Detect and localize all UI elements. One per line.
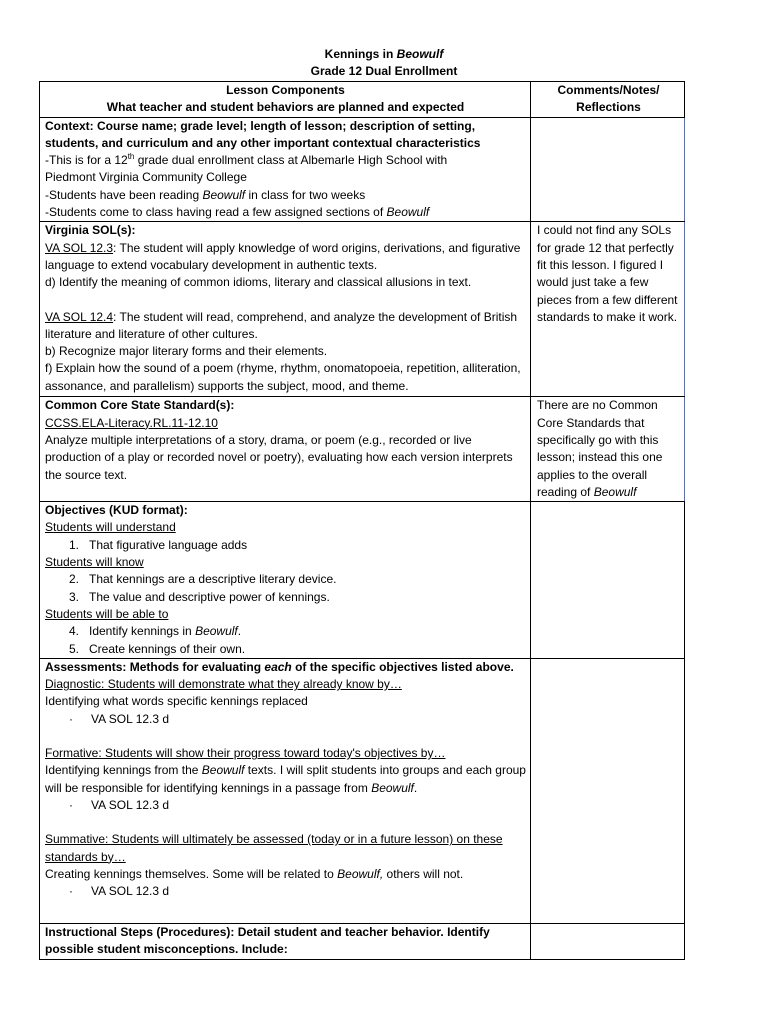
summative-label: Summative: Students will ultimately be assessed (today or in a future lesson) on these standards by… bbox=[45, 832, 503, 864]
list-item: 1. That figurative language adds bbox=[69, 537, 248, 552]
lesson-plan-table bbox=[39, 81, 685, 960]
context-line: -This is for a 12th grade dual enrollment class at Albemarle High School with bbox=[45, 152, 448, 168]
sol-12-4: VA SOL 12.4: The student will read, comprehend, and analyze the development of British literature and literature of other cultures. bbox=[45, 309, 518, 341]
list-item: · VA SOL 12.3 d bbox=[69, 711, 170, 726]
document-title: Kennings in Beowulf bbox=[324, 47, 444, 61]
objectives-cell bbox=[40, 502, 531, 659]
assessments-cell bbox=[40, 658, 531, 923]
assessments-heading: Assessments: Methods for evaluating each of the specific objectives listed above. bbox=[45, 659, 514, 674]
list-item: 3. The value and descriptive power of kennings. bbox=[69, 589, 330, 604]
comments-header: Comments/Notes/ Reflections bbox=[531, 82, 685, 118]
lesson-components-header: Lesson Components What teacher and student behaviors are planned and expected bbox=[40, 82, 531, 118]
context-heading: Context: Course name; grade level; length of lesson; description of setting, students, and curriculum and any other important contextual characteristics bbox=[45, 118, 481, 150]
table-header-row bbox=[40, 82, 685, 118]
sol-cell bbox=[40, 222, 531, 397]
sol-12-3-d: d) Identify the meaning of common idioms, literary and classical allusions in text. bbox=[45, 275, 472, 290]
sol-comment: I could not find any SOLs for grade 12 that perfectly fit this lesson. I figured I would just take a few pieces from a few different standards to make it work. bbox=[531, 222, 685, 397]
objectives-heading: Objectives (KUD format): bbox=[45, 503, 188, 518]
list-item: 4. Identify kennings in Beowulf. bbox=[69, 624, 242, 639]
objectives-comment-cell bbox=[531, 502, 685, 659]
assessments-comment-cell bbox=[531, 658, 685, 923]
context-row bbox=[40, 117, 685, 222]
objectives-know-label: Students will know bbox=[45, 555, 144, 570]
list-item: · VA SOL 12.3 d bbox=[69, 797, 170, 812]
objectives-understand-label: Students will understand bbox=[45, 520, 176, 535]
formative-label: Formative: Students will show their progress toward today's objectives by… bbox=[45, 746, 446, 761]
instructional-cell bbox=[40, 923, 531, 959]
document-subtitle: Grade 12 Dual Enrollment bbox=[310, 64, 458, 78]
sol-heading: Virginia SOL(s): bbox=[45, 223, 136, 238]
instructional-comment-cell bbox=[531, 923, 685, 959]
list-item: · VA SOL 12.3 d bbox=[69, 884, 170, 899]
sol-12-4-b: b) Recognize major literary forms and their elements. bbox=[45, 344, 328, 359]
ccss-heading: Common Core State Standard(s): bbox=[45, 398, 235, 413]
assessments-row bbox=[40, 658, 685, 923]
instructional-row bbox=[40, 923, 685, 959]
context-line: -Students come to class having read a few assigned sections of Beowulf bbox=[45, 205, 430, 220]
context-cell bbox=[40, 117, 531, 222]
diagnostic-label: Diagnostic: Students will demonstrate what they already know by… bbox=[45, 677, 402, 692]
objectives-row bbox=[40, 502, 685, 659]
ccss-comment: There are no Common Core Standards that specifically go with this lesson; instead this one applies to the overall reading of Beowulf bbox=[531, 397, 685, 502]
list-item: 5. Create kennings of their own. bbox=[69, 641, 246, 656]
formative-text: Identifying kennings from the Beowulf texts. I will split students into groups and each group will be responsible for identifying kennings in a passage from Beowulf. bbox=[45, 763, 526, 795]
summative-text: Creating kennings themselves. Some will be related to Beowulf, others will not. bbox=[45, 866, 464, 881]
sol-row bbox=[40, 222, 685, 397]
ccss-text: Analyze multiple interpretations of a story, drama, or poem (e.g., recorded or live production of a play or recorded novel or poetry), evaluating how each version interprets the source text. bbox=[45, 432, 513, 482]
list-item: 2. That kennings are a descriptive literary device. bbox=[69, 572, 337, 587]
sol-12-4-f: f) Explain how the sound of a poem (rhyme, rhythm, onomatopoeia, repetition, alliteration, assonance, and parallelism) supports the subject, mood, and theme. bbox=[45, 361, 521, 393]
instructional-heading: Instructional Steps (Procedures): Detail student and teacher behavior. Identify possible student misconceptions. Include: bbox=[45, 924, 490, 957]
diagnostic-text: Identifying what words specific kennings replaced bbox=[45, 694, 308, 709]
ccss-row bbox=[40, 397, 685, 502]
ccss-code: CCSS.ELA-Literacy.RL.11-12.10 bbox=[45, 415, 218, 430]
context-comment-cell bbox=[531, 117, 685, 222]
ccss-cell bbox=[40, 397, 531, 502]
objectives-able-label: Students will be able to bbox=[45, 606, 169, 621]
sol-12-3: VA SOL 12.3: The student will apply knowledge of word origins, derivations, and figurative language to extend vocabulary development in authentic texts. bbox=[45, 240, 521, 272]
context-line: -Students have been reading Beowulf in class for two weeks bbox=[45, 187, 366, 202]
context-line: Piedmont Virginia Community College bbox=[45, 170, 247, 185]
